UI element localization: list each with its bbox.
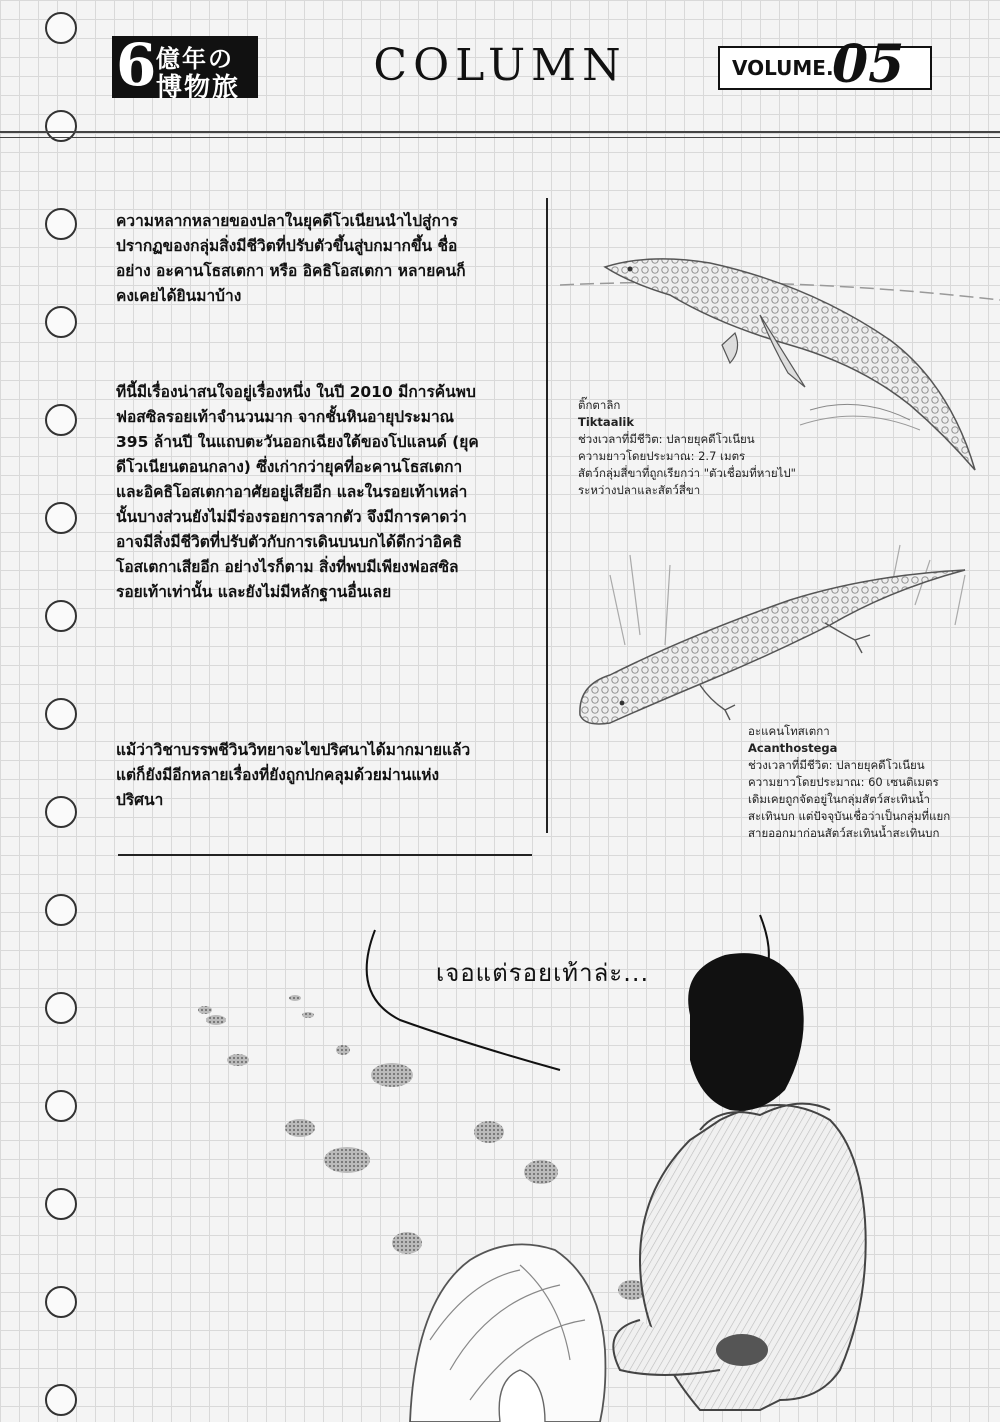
paragraph-footprints xyxy=(116,380,531,605)
binder-hole xyxy=(45,600,77,632)
text-line: และอิคธิโอสเตกาอาศัยอยู่เสียอีก และในรอยเท้าเหล่า xyxy=(116,483,468,501)
binder-hole xyxy=(45,208,77,240)
caption-line: สายออกมาก่อนสัตว์สะเทินน้ำสะเทินบก xyxy=(748,826,940,840)
text-line: ความหลากหลายของปลาในยุคดีโวเนียนนำไปสู่การ xyxy=(116,212,458,230)
binder-hole xyxy=(45,306,77,338)
text-line: ดีโวเนียนตอนกลาง) ซึ่งเก่ากว่ายุคที่อะคานโธสเตกา xyxy=(116,458,463,476)
text-line: ปรากฏของกลุ่มสิ่งมีชีวิตที่ปรับตัวขึ้นสู่บกมากขึ้น ชื่อ xyxy=(116,237,458,255)
text-line: คงเคยได้ยินมาบ้าง xyxy=(116,287,242,305)
text-line: นั้นบางส่วนยังไม่มีร่องรอยการลากตัว จึงมีการคาดว่า xyxy=(116,508,467,526)
caption-line: ช่วงเวลาที่มีชีวิต: ปลายยุคดีโวเนียน xyxy=(748,758,925,772)
caption-tiktaalik xyxy=(578,397,796,499)
text-line: อาจมีสิ่งมีชีวิตที่ปรับตัวกับการเดินบนบกได้ดีกว่าอิคธิ xyxy=(116,533,462,551)
text-line: โอสเตกาเสียอีก อย่างไรก็ตาม สิ่งที่พบมีเพียงฟอสซิล xyxy=(116,558,459,576)
binder-hole xyxy=(45,502,77,534)
volume-badge xyxy=(718,34,932,95)
text-line: รอยเท้าเท่านั้น และยังไม่มีหลักฐานอื่นเลย xyxy=(116,583,392,601)
caption-line: สะเทินบก แต่ปัจจุบันเชื่อว่าเป็นกลุ่มที่แยก xyxy=(748,809,951,823)
caption-name-english: Acanthostega xyxy=(748,741,838,755)
caption-line: ช่วงเวลาที่มีชีวิต: ปลายยุคดีโวเนียน xyxy=(578,432,755,446)
logo-line-2: 博物旅 xyxy=(156,73,241,103)
text-line: อย่าง อะคานโธสเตกา หรือ อิคธิโอสเตกา หลายคนก็ xyxy=(116,262,466,280)
binder-hole xyxy=(45,796,77,828)
page-title: COLUMN xyxy=(373,40,627,91)
caption-line: เดิมเคยถูกจัดอยู่ในกลุ่มสัตว์สะเทินน้ำ xyxy=(748,792,931,806)
caption-line: ระหว่างปลาและสัตว์สี่ขา xyxy=(578,483,701,497)
logo-numeral: 6 xyxy=(116,31,157,99)
paragraph-intro xyxy=(116,209,531,309)
acanthostega-illustration xyxy=(570,535,1000,735)
text-line: ฟอสซิลรอยเท้าจำนวนมาก จากชั้นหินอายุประมาณ xyxy=(116,408,455,426)
caption-line: ความยาวโดยประมาณ: 2.7 เมตร xyxy=(578,449,746,463)
column-divider xyxy=(546,198,548,833)
binder-hole xyxy=(45,404,77,436)
volume-label: VOLUME. xyxy=(732,56,834,80)
text-line: แม้ว่าวิชาบรรพชีวินวิทยาจะไขปริศนาได้มากมายแล้ว xyxy=(116,741,471,759)
text-line: ทีนี้มีเรื่องน่าสนใจอยู่เรื่องหนึ่ง ในปี 2010 มีการค้นพบ xyxy=(116,383,476,401)
text-line: 395 ล้านปี ในแถบตะวันออกเฉียงใต้ของโปแลนด์ (ยุค xyxy=(116,433,479,451)
caption-line: สัตว์กลุ่มสี่ขาที่ถูกเรียกว่า "ตัวเชื่อมที่หายไป" xyxy=(578,466,796,480)
logo-line-1: 億年の xyxy=(156,44,234,73)
caption-name-thai: ติ๊กตาลิก xyxy=(578,398,621,412)
text-line: แต่ก็ยังมีอีกหลายเรื่องที่ยังถูกปกคลุมด้วยม่านแห่ง xyxy=(116,766,440,784)
article-end-rule xyxy=(118,854,532,856)
speech-bubble-text: เจอแต่รอยเท้าล่ะ... xyxy=(436,959,650,987)
series-logo xyxy=(112,31,258,103)
binder-hole xyxy=(45,698,77,730)
volume-number: 05 xyxy=(832,34,905,95)
binder-hole xyxy=(45,12,77,44)
paragraph-conclusion xyxy=(116,738,531,813)
caption-name-thai: อะแคนโทสเตกา xyxy=(748,724,830,738)
text-line: ปริศนา xyxy=(116,791,164,809)
caption-line: ความยาวโดยประมาณ: 60 เซนติเมตร xyxy=(748,775,939,789)
caption-acanthostega xyxy=(748,723,950,842)
caption-name-english: Tiktaalik xyxy=(578,415,634,429)
header-divider xyxy=(0,131,1000,133)
header-divider-thin xyxy=(0,137,1000,138)
